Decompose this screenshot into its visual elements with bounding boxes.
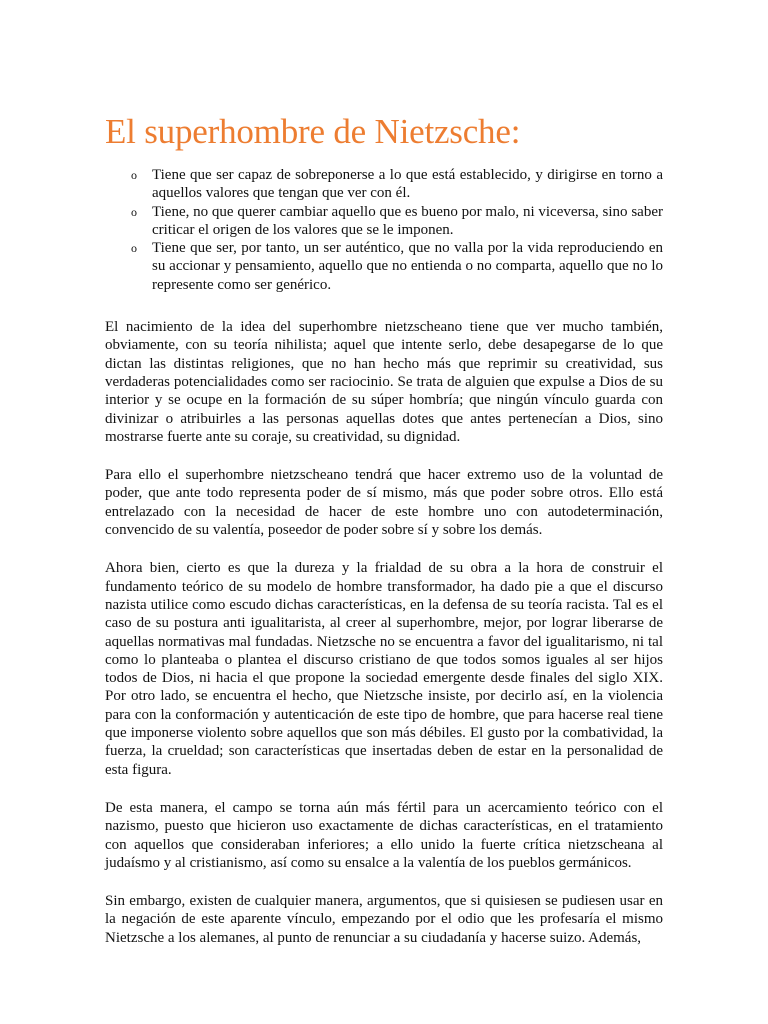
bullet-marker-icon: o bbox=[131, 204, 137, 219]
body-paragraph: El nacimiento de la idea del superhombre nietzscheano tiene que ver mucho también, obviamente, con su teoría nihilista; aquel que intente serlo, debe desapegarse de lo que dictan las distintas religiones, que no han hecho más que reprimir su creatividad, sus verdaderas potencialidades como ser raciocinio. Se trata de alguien que expulse a Dios de su interior y se ocupe en la formación de su súper hombría; que ningún vínculo guarda con divinizar o atribuirles a las personas aquellas dotes que antes pertenecían a Dios, sino mostrarse fuerte ante su coraje, su creatividad, su dignidad. bbox=[105, 319, 663, 445]
body-paragraph: Ahora bien, cierto es que la dureza y la frialdad de su obra a la hora de construir el fundamento teórico de su modelo de hombre transformador, ha dado pie a que el discurso nazista utilice como escudo dichas características, en la defensa de su teoría racista. Tal es el caso de su postura anti igualitarista, al creer al superhombre, mejor, por lograr liberarse de aquellas normativas mal fundadas. Nietzsche no se encuentra a favor del igualitarismo, ni tal como lo planteaba o plantea el discurso cristiano de que todos somos iguales al ser hijos todos de Dios, ni hacia el que propone la sociedad emergente desde finales del siglo XIX. Por otro lado, se encuentra el hecho, que Nietzsche insiste, por decirlo así, en la violencia para con la conformación y autenticación de este tipo de hombre, que para hacerse real tiene que imponerse violento sobre aquellos que son más débiles. El gusto por la combatividad, la fuerza, la crueldad; son características que insertadas deben de estar en la personalidad de esta figura. bbox=[105, 560, 663, 778]
bullet-marker-icon: o bbox=[131, 168, 137, 182]
bullet-marker-icon: o bbox=[131, 241, 137, 256]
bullet-text: Tiene, no que querer cambiar aquello que es bueno por malo, ni viceversa, sino saber criticar el origen de los valores que se le imponen. bbox=[152, 203, 663, 238]
bullet-list bbox=[105, 166, 663, 294]
body-paragraph: De esta manera, el campo se torna aún más fértil para un acercamiento teórico con el nazismo, puesto que hicieron uso exactamente de dichas características, en el tratamiento con aquellos que consideraban inferiores; a ello unido la fuerte crítica nietzscheana al judaísmo y al cristianismo, así como su ensalce a la valentía de los pueblos germánicos. bbox=[105, 799, 663, 871]
bullet-text: Tiene que ser capaz de sobreponerse a lo que está establecido, y dirigirse en torno a aquellos valores que tengan que ver con él. bbox=[152, 167, 663, 202]
bullet-text: Tiene que ser, por tanto, un ser auténtico, que no valla por la vida reproduciendo en su accionar y pensamiento, aquello que no entienda o no comparta, aquello que no lo represente como ser genérico. bbox=[152, 240, 663, 293]
body-paragraph: Sin embargo, existen de cualquier manera, argumentos, que si quisiesen se pudiesen usar en la negación de este aparente vínculo, empezando por el odio que les profesaría el mismo Nietzsche a los alemanes, al punto de renunciar a su ciudadanía y hacerse suizo. Además, bbox=[105, 893, 663, 946]
bullet-item bbox=[105, 239, 663, 294]
document-title: El superhombre de Nietzsche: bbox=[105, 112, 521, 151]
bullet-item bbox=[105, 203, 663, 240]
body-paragraph: Para ello el superhombre nietzscheano tendrá que hacer extremo uso de la voluntad de poder, que ante todo representa poder de sí mismo, más que poder sobre otros. Ello está entrelazado con la necesidad de hacer de este hombre uno con autodeterminación, convencido de su valentía, poseedor de poder sobre sí y sobre los demás. bbox=[105, 467, 663, 539]
bullet-item bbox=[105, 166, 663, 203]
